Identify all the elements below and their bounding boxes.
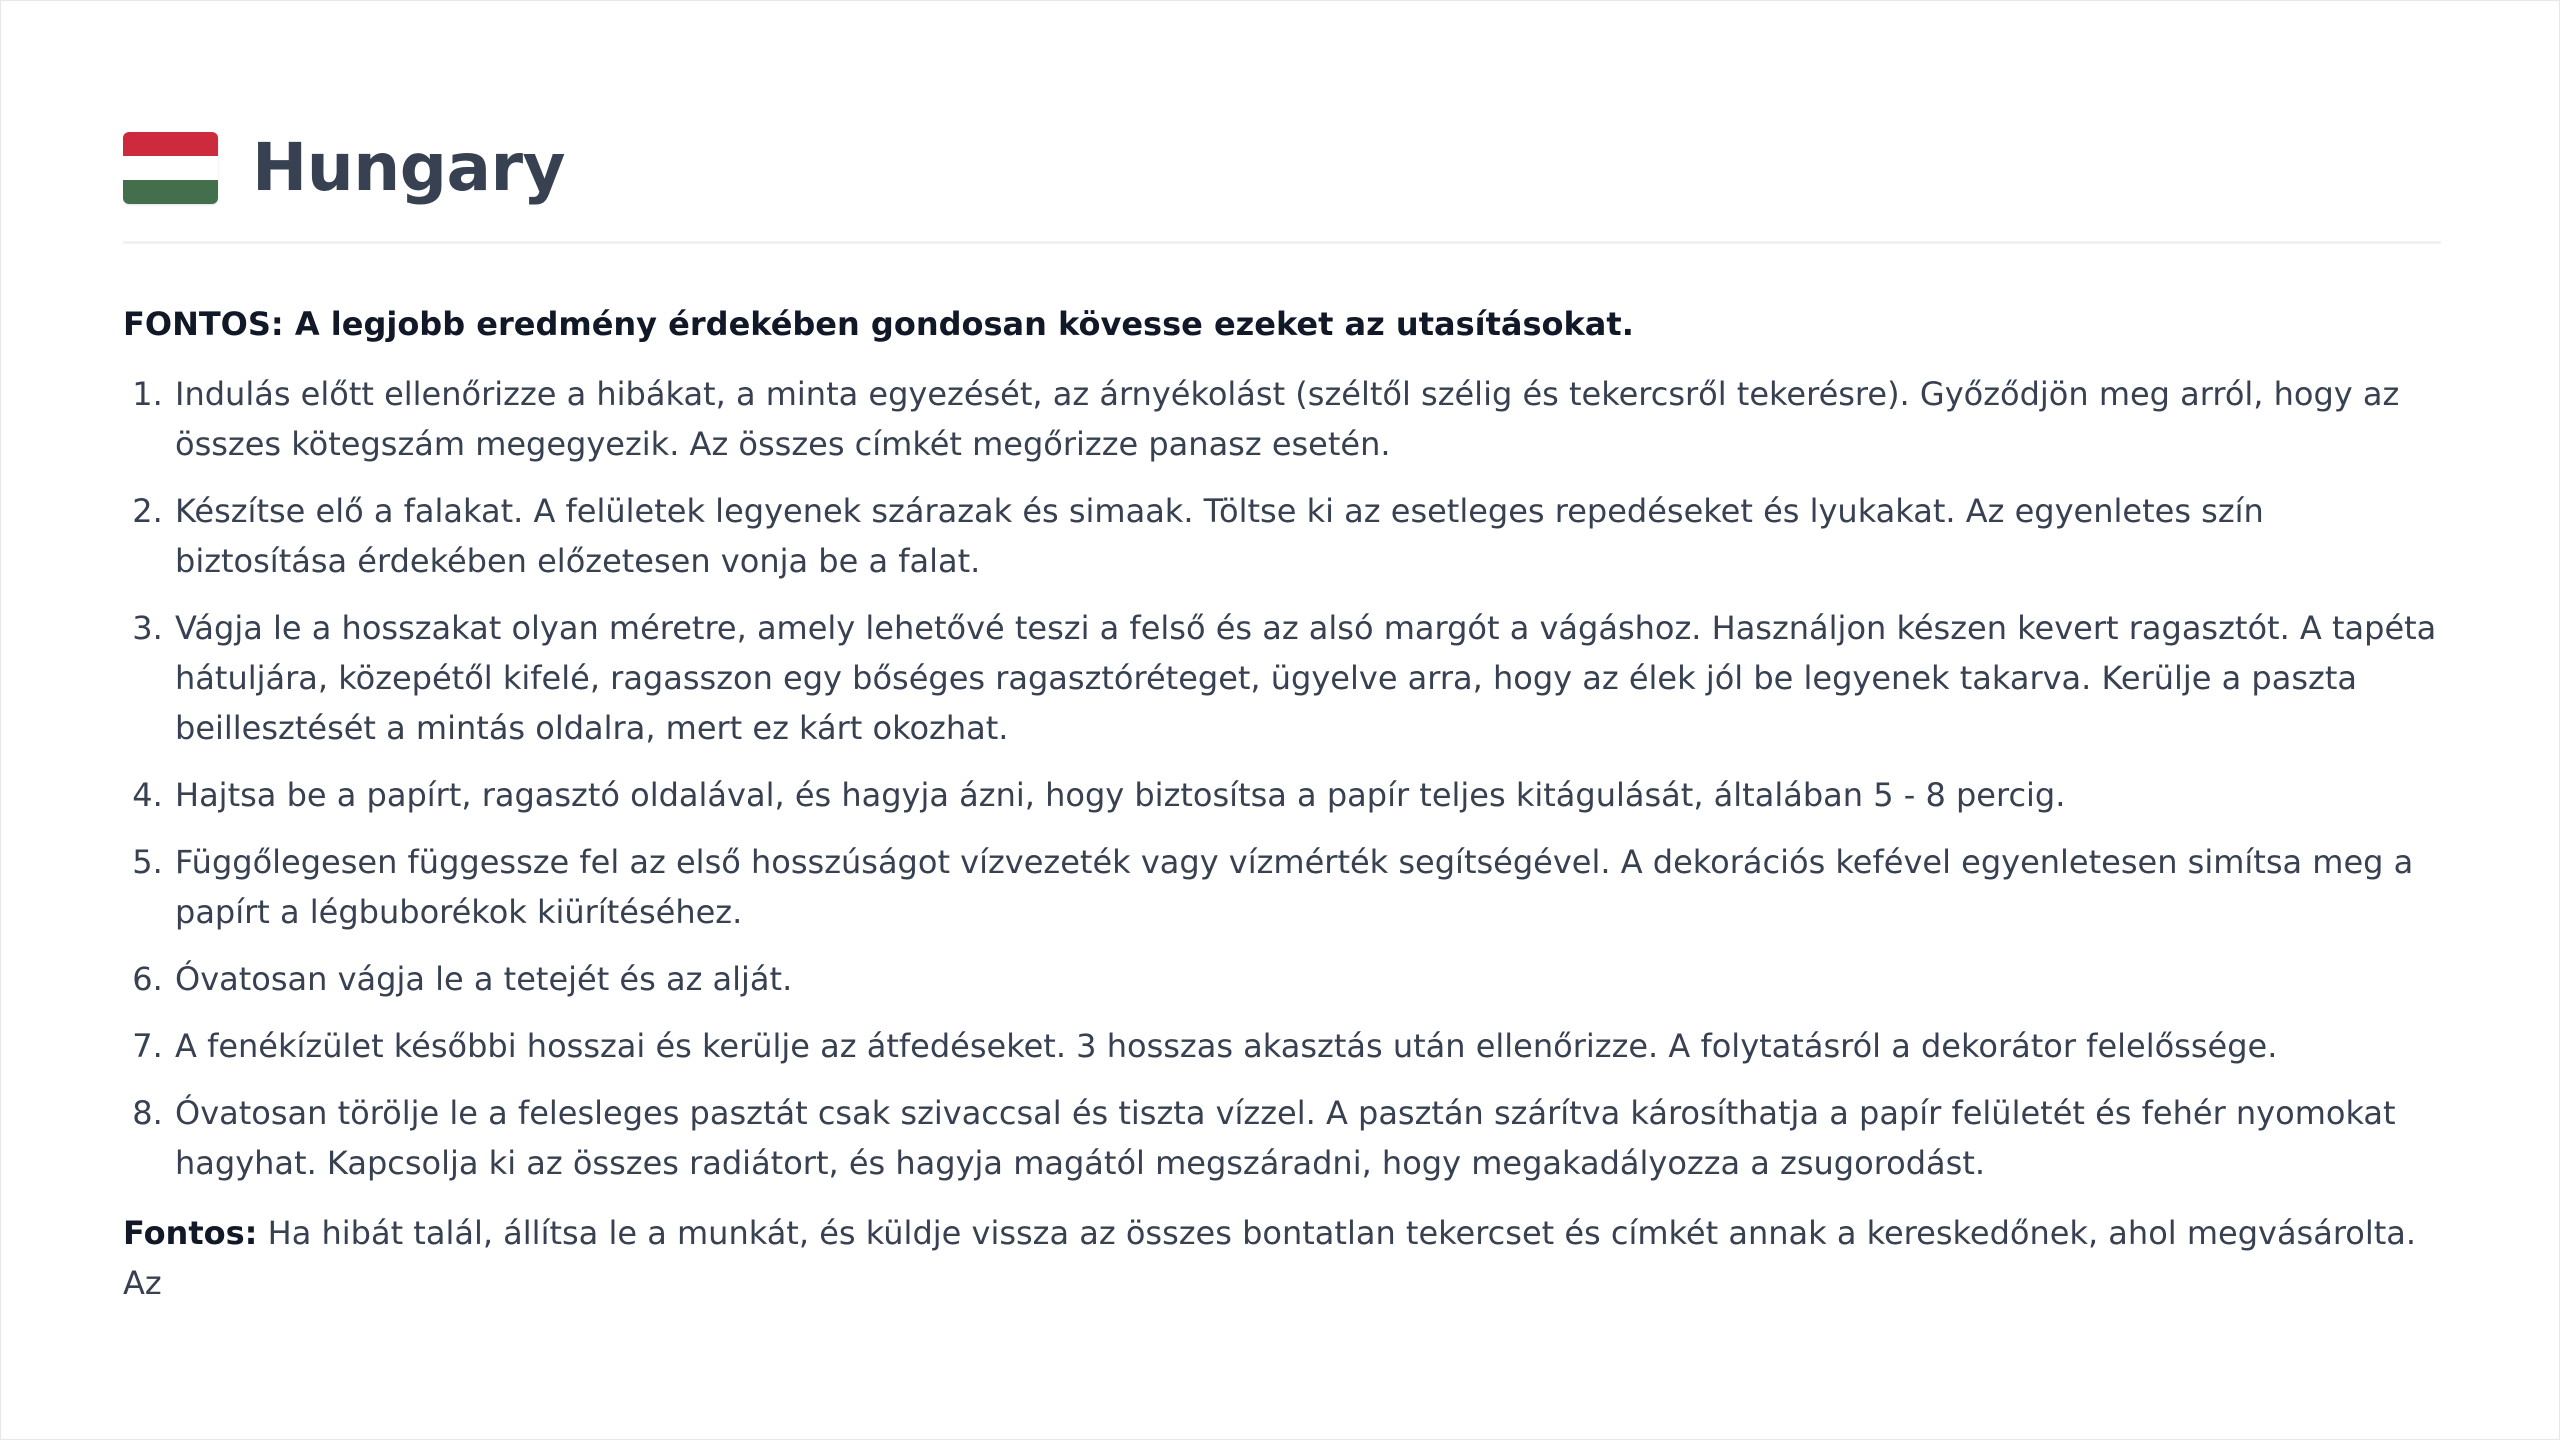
document-content <box>123 113 2441 1317</box>
hungary-flag-icon <box>123 132 218 204</box>
flag-stripe-green <box>123 180 218 204</box>
page-header <box>123 113 2441 244</box>
instruction-steps-list <box>123 369 2441 1188</box>
note-text: Ha hibát talál, állítsa le a munkát, és küldje vissza az összes bontatlan tekercset és címkét annak a kereskedőnek, ahol megvásárolta. Az <box>123 1213 2417 1302</box>
note-label: Fontos: <box>123 1213 258 1252</box>
page-title: Hungary <box>252 129 566 206</box>
instruction-step: 5. Függőlegesen függessze fel az első hosszúságot vízvezeték vagy vízmérték segítségével. A dekorációs kefével egyenletesen simítsa meg a papírt a légbuborékok kiürítéséhez. <box>173 837 2441 937</box>
instruction-step: 7. A fenékízület későbbi hosszai és kerülje az átfedéseket. 3 hosszas akasztás után ellenőrizze. A folytatásról a dekorátor felelőssége. <box>173 1021 2441 1071</box>
instruction-step: 3. Vágja le a hosszakat olyan méretre, amely lehetővé teszi a felső és az alsó margót a vágáshoz. Használjon készen kevert ragasztót. A tapéta hátuljára, közepétől kifelé, ragasszon egy bőséges ragasztóréteget, ügyelve arra, hogy az élek jól be legyenek takarva. Kerülje a paszta beillesztését a mintás oldalra, mert ez kárt okozhat. <box>173 603 2441 753</box>
instruction-step: 1. Indulás előtt ellenőrizze a hibákat, a minta egyezését, az árnyékolást (széltől szélig és tekercsről tekerésre). Győződjön meg arról, hogy az összes kötegszám megegyezik. Az összes címkét megőrizze panasz esetén. <box>173 369 2441 469</box>
instruction-step: 8. Óvatosan törölje le a felesleges pasztát csak szivaccsal és tiszta vízzel. A pasztán szárítva károsíthatja a papír felületét és fehér nyomokat hagyhat. Kapcsolja ki az összes radiátort, és hagyja magától megszáradni, hogy megakadályozza a zsugorodást. <box>173 1088 2441 1188</box>
important-note <box>123 1208 2441 1308</box>
instruction-step: 6. Óvatosan vágja le a tetejét és az alját. <box>173 954 2441 1004</box>
important-heading: FONTOS: A legjobb eredmény érdekében gondosan kövesse ezeket az utasításokat. <box>123 305 1634 343</box>
flag-stripe-white <box>123 156 218 180</box>
instruction-step: 2. Készítse elő a falakat. A felületek legyenek szárazak és simaak. Töltse ki az esetleges repedéseket és lyukakat. Az egyenletes szín biztosítása érdekében előzetesen vonja be a falat. <box>173 486 2441 586</box>
instruction-step: 4. Hajtsa be a papírt, ragasztó oldalával, és hagyja ázni, hogy biztosítsa a papír teljes kitágulását, általában 5 - 8 percig. <box>173 770 2441 820</box>
flag-stripe-red <box>123 132 218 156</box>
